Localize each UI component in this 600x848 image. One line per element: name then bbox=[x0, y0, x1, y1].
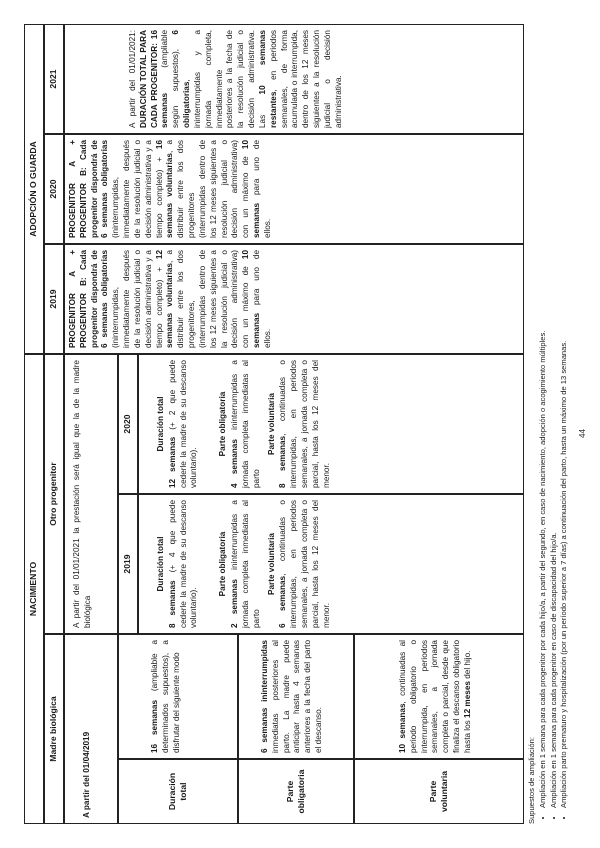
adop-2020-b1: 6 semanas obligatorias bbox=[100, 140, 110, 238]
adop-2021-t1: A partir del 01/01/2021: bbox=[128, 30, 137, 128]
madre-total-bold: 16 semanas bbox=[150, 700, 159, 753]
otro-2020-total-text: (+ 2 que puede cederle la madre de su descanso voluntario). bbox=[167, 360, 199, 488]
leave-table bbox=[24, 24, 524, 824]
page-number: 44 bbox=[578, 429, 587, 438]
otro-2020-total-bold: 12 semanas bbox=[167, 436, 177, 488]
madre-oblig-bold: 6 semanas ininterrumpidas bbox=[260, 640, 269, 753]
madre-obligatoria-label: Parte obligatoria bbox=[238, 759, 354, 824]
otro-year-2019: 2019 bbox=[118, 494, 138, 634]
adop-2021-b3: 10 semanas restantes bbox=[257, 30, 278, 128]
adopcion-2020 bbox=[64, 134, 524, 244]
madre-vol-text-1: , continuadas al periodo obligatorio o interrumpida, en periodos semanales, a jornada completa o parcial, desde que finaliza el descanso obligatorio hasta los bbox=[398, 640, 472, 753]
otro-2019-oblig-bold: 2 semanas bbox=[230, 579, 240, 628]
header-otro-progenitor: Otro progenitor bbox=[44, 354, 64, 634]
adop-2019-t2: (ininterrumpidas, inmediatamente después de la resolución judicial o decisión administrativa y a tiempo completo) + bbox=[111, 250, 164, 348]
otro-2019-oblig-title: Parte obligatoria bbox=[218, 531, 228, 597]
madre-voluntaria bbox=[354, 634, 524, 759]
madre-oblig-text: inmediatas posteriores al parto. La madre puede anticipar hasta 4 semanas anteriores a la fecha del parto el descanso. bbox=[270, 640, 324, 753]
header-madre-biologica: Madre biológica bbox=[44, 634, 64, 824]
header-adopcion: ADOPCIÓN O GUARDA bbox=[24, 24, 44, 354]
otro-2020 bbox=[138, 354, 524, 494]
adop-2019-b3: 10 semanas bbox=[241, 250, 262, 348]
adopcion-year-2020: 2020 bbox=[44, 134, 64, 244]
adop-2021-b2: 6 obligatorias bbox=[171, 30, 192, 128]
adop-2020-t4: para uno de ellos. bbox=[252, 140, 272, 238]
adop-2021-t4: , en periodos semanales, de forma acumulada o interrumpida, dentro de los 12 meses siguientes a la resolución judicial o decisión administrativa. bbox=[268, 30, 343, 128]
adopcion-2021 bbox=[64, 24, 524, 134]
otro-2020-oblig-bold: 4 semanas bbox=[230, 439, 240, 488]
madre-duracion-total-label: Duración total bbox=[118, 759, 238, 824]
madre-voluntaria-label: Parte voluntaria bbox=[354, 759, 524, 824]
adop-2020-t3: , a distribuir entre los dos progenitores (interrumpidas dentro de los 12 meses siguientes a resolución judicial o decisión administrativa) con un máximo de bbox=[165, 140, 251, 238]
adop-2020-t1: PROGENITOR A + PROGENITOR B: Cada progenitor dispondrá de bbox=[68, 140, 99, 238]
footnotes-list bbox=[538, 24, 569, 824]
otro-intro bbox=[64, 354, 118, 634]
otro-2019-vol-text: , continuadas o interrumpidas, en periodos semanales, a jornada completa o parcial, hasta los 12 meses del menor. bbox=[278, 500, 331, 628]
adop-2021-t3: , ininterrumpidas y a jornada completa, inmediatamente posteriores a la fecha de la resolución judicial o decisión administrativa. Las bbox=[182, 30, 267, 128]
madre-vol-text-2: del hijo. bbox=[462, 650, 472, 682]
madre-vol-bold-2: 12 meses bbox=[462, 681, 472, 718]
adop-2021-b1: DURACIÓN TOTAL PARA CADA PROGENITOR: 16 semanas bbox=[138, 30, 170, 128]
otro-2019-total-text: (+ 4 que puede cederle la madre de su descanso voluntario). bbox=[167, 500, 199, 628]
otro-2020-vol-title: Parte voluntaria bbox=[266, 393, 276, 455]
footnote-item: • Ampliación parto prematuro y hospitalización (por un período superior a 7 días) a continuación del parto, hasta un máximo de 13 semanas. bbox=[559, 24, 569, 808]
footnote-item: • Ampliación en 1 semana para cada progenitor por cada hijo/a, a partir del segundo, en caso de nacimiento, adopción o acogimiento múltiples. bbox=[538, 24, 548, 808]
adop-2020-b3: 10 semanas bbox=[241, 140, 262, 238]
adop-2019-b2: 12 semanas voluntarias bbox=[154, 250, 175, 348]
otro-2020-total-title: Duración total bbox=[156, 396, 165, 452]
otro-year-2020: 2020 bbox=[118, 354, 138, 494]
adopcion-year-2021: 2021 bbox=[44, 24, 64, 134]
adop-2019-t1: PROGENITOR A + PROGENITOR B: Cada progenitor dispondrá de bbox=[68, 250, 99, 348]
otro-intro-text: A partir del 01/01/2021 la prestación será igual que la de la madre biológica bbox=[72, 360, 92, 628]
otro-2019 bbox=[138, 494, 524, 634]
madre-fecha-text: A partir del 01/04/2019 bbox=[82, 731, 91, 818]
footnotes-title: Supuestos de ampliación: bbox=[527, 737, 536, 824]
madre-duracion-total bbox=[118, 634, 238, 759]
footnote-item: • Ampliación en 1 semana para cada progenitor en caso de discapacidad del hijo/a. bbox=[549, 24, 559, 808]
adop-2019-t4: para uno de ellos. bbox=[252, 250, 272, 348]
adop-2021-t2: (ampliable según supuestos), bbox=[160, 30, 181, 128]
otro-2019-vol-title: Parte voluntaria bbox=[266, 533, 276, 595]
adop-2020-t2: (ininterrumpidas, inmediatamente después de la resolución judicial o decisión administrativa y a tiempo completo) + bbox=[111, 140, 164, 238]
adopcion-2019 bbox=[64, 244, 524, 354]
otro-2019-vol-bold: 6 semanas bbox=[278, 575, 288, 628]
otro-2020-oblig-text: ininterrumpidas a jornada completa inmediatas al parto bbox=[230, 360, 261, 488]
madre-fecha bbox=[64, 634, 118, 824]
otro-2019-oblig-text: ininterrumpidas a jornada completa inmediatas al parto bbox=[230, 500, 261, 628]
adop-2019-b1: 6 semanas obligatorias bbox=[100, 250, 110, 348]
footnotes bbox=[527, 24, 569, 824]
madre-vol-bold: 10 semanas bbox=[398, 703, 407, 753]
madre-obligatoria bbox=[238, 634, 354, 759]
otro-2020-oblig-title: Parte obligatoria bbox=[218, 391, 228, 457]
adop-2020-b2: 16 semanas voluntarias bbox=[154, 140, 175, 238]
otro-2019-total-bold: 8 semanas bbox=[167, 580, 177, 628]
header-nacimiento: NACIMIENTO bbox=[24, 354, 44, 824]
otro-2020-vol-bold: 8 semanas bbox=[278, 435, 288, 488]
adop-2019-t3: , a distribuir entre los dos progenitores, (interrumpidas dentro de los 12 meses siguientes a la resolución judicial o decisión administrativa) con un máximo de bbox=[165, 250, 251, 348]
madre-total-text: (ampliable a determinados supuestos), a disfrutar del siguiente modo bbox=[150, 640, 181, 753]
adopcion-year-2019: 2019 bbox=[44, 244, 64, 354]
otro-2020-vol-text: , continuadas o interrumpidas, en periodos semanales, a jornada completa o parcial, hasta los 12 meses del menor. bbox=[278, 360, 331, 488]
otro-2019-total-title: Duración total bbox=[156, 536, 165, 592]
